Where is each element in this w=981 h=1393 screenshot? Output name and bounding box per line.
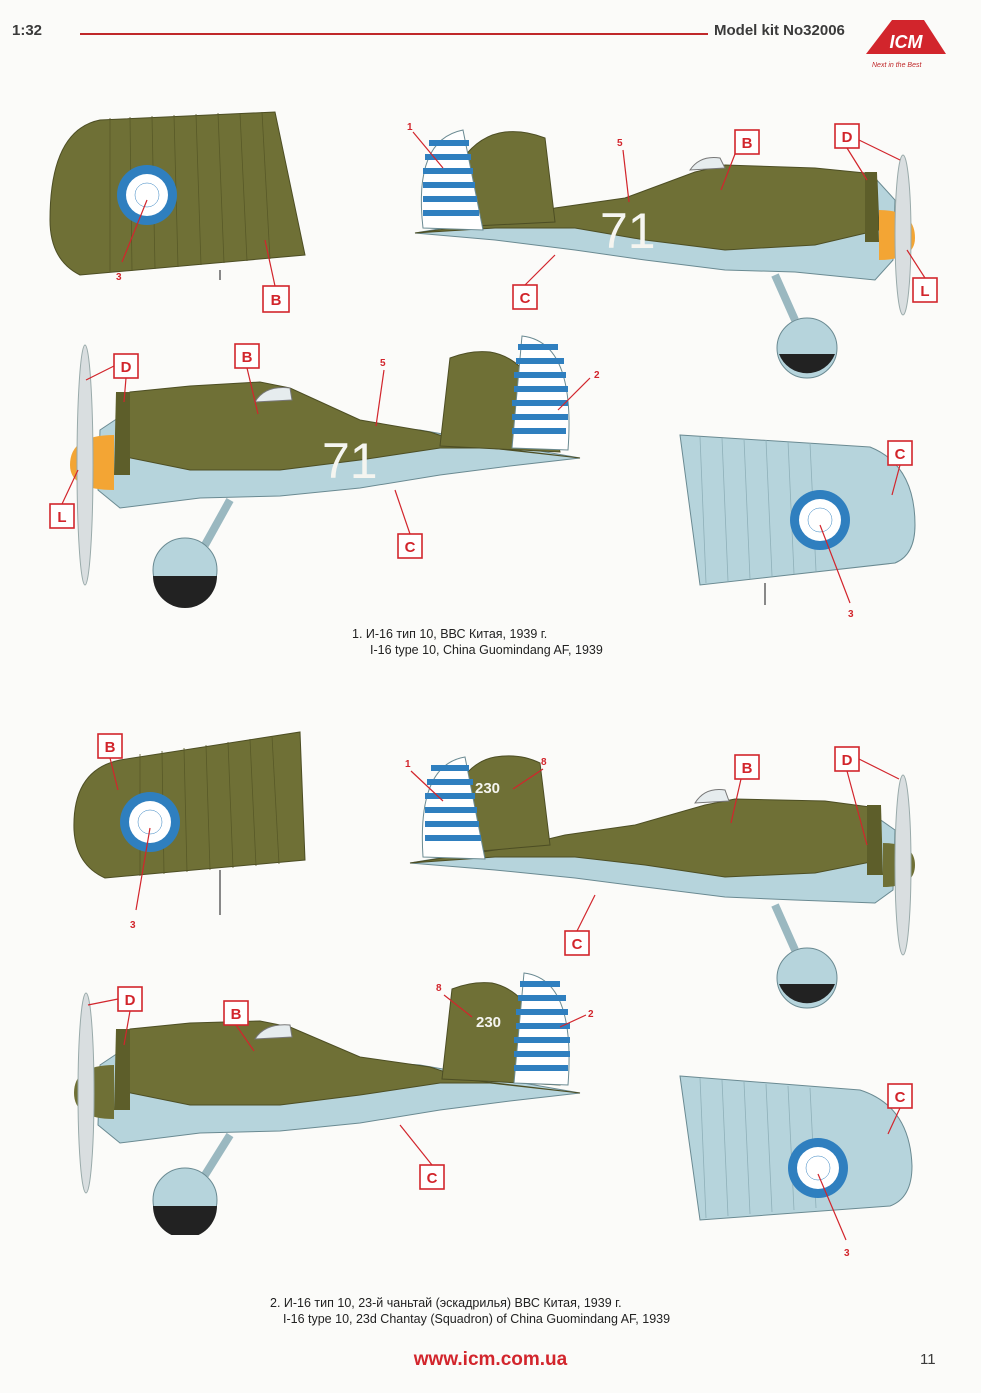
p1-caption-ru: 1. И-16 тип 10, ВВС Китая, 1939 г.	[352, 627, 548, 641]
p2-top-wing-b: B	[104, 739, 116, 756]
p2-left-num2: 2	[588, 1009, 594, 1020]
p1-right-num5: 5	[617, 138, 623, 149]
p1-tail-number-left: 71	[322, 433, 378, 489]
logo-tagline: Next in the Best	[872, 62, 922, 69]
p1-left-d: D	[120, 359, 132, 376]
footer-url-link[interactable]: www.icm.com.ua	[413, 1349, 568, 1370]
p1-top-roundel	[117, 165, 177, 225]
p2-rudder-stripes-left	[514, 973, 570, 1085]
page-number: 11	[920, 1351, 936, 1368]
p1-tail-number-right: 71	[600, 203, 656, 259]
p1-left-side-view	[40, 330, 600, 610]
p2-right-b: B	[741, 760, 753, 777]
p1-left-num5: 5	[380, 358, 386, 369]
p1-right-b: B	[741, 135, 753, 152]
p1-top-wing-num: 3	[116, 272, 122, 283]
p2-right-d: D	[841, 752, 853, 769]
p1-bottom-wing-num: 3	[848, 609, 854, 620]
p1-caption-en: I-16 type 10, China Guomindang AF, 1939	[370, 643, 603, 657]
header-rule	[80, 33, 708, 35]
p2-tail-number-left: 230	[476, 1014, 502, 1031]
p1-bottom-wing-view	[670, 425, 940, 625]
p1-top-wing-view	[40, 100, 310, 330]
p1-right-c: C	[519, 290, 531, 307]
p1-right-num1: 1	[407, 122, 413, 133]
p2-bottom-wing-view	[670, 1070, 940, 1270]
p2-right-c: C	[571, 936, 583, 953]
p1-bottom-wing-c: C	[894, 446, 906, 463]
scale-label: 1:32	[12, 22, 43, 39]
p2-caption-en: I-16 type 10, 23d Chantay (Squadron) of China Guomindang AF, 1939	[283, 1312, 671, 1326]
p1-left-l: L	[57, 509, 67, 526]
p2-left-b: B	[230, 1006, 242, 1023]
p2-caption-ru: 2. И-16 тип 10, 23-й чаньтай (эскадрилья) ВВС Китая, 1939 г.	[270, 1296, 622, 1310]
p2-top-roundel	[120, 792, 180, 852]
p2-right-num8: 8	[541, 757, 547, 768]
logo-text: ICM	[889, 32, 923, 52]
p2-left-c: C	[426, 1170, 438, 1187]
p2-propeller-right	[895, 775, 911, 955]
p1-bottom-roundel	[790, 490, 850, 550]
p1-left-b: B	[241, 349, 253, 366]
p1-left-c: C	[404, 539, 416, 556]
p2-tail-number-right: 230	[475, 780, 501, 797]
p2-left-side-view	[40, 965, 610, 1235]
kit-number: Model kit No32006	[714, 22, 845, 39]
p2-propeller-left	[78, 993, 94, 1193]
p1-right-l: L	[920, 283, 930, 300]
p1-rudder-stripes-left	[512, 336, 569, 450]
p2-top-wing-num: 3	[130, 920, 136, 931]
p2-right-num1: 1	[405, 759, 411, 770]
p2-left-num8: 8	[436, 983, 442, 994]
p2-bottom-roundel	[788, 1138, 848, 1198]
p2-bottom-wing-c: C	[894, 1089, 906, 1106]
p1-propeller-left	[77, 345, 93, 585]
p2-bottom-wing-num: 3	[844, 1248, 850, 1259]
p2-left-d: D	[124, 992, 136, 1009]
p1-propeller-right	[895, 155, 911, 315]
p1-top-wing-b: B	[270, 292, 282, 309]
p1-right-d: D	[841, 129, 853, 146]
p2-top-wing-view	[60, 710, 320, 940]
p1-left-num2: 2	[594, 370, 600, 381]
icm-logo	[862, 14, 950, 66]
